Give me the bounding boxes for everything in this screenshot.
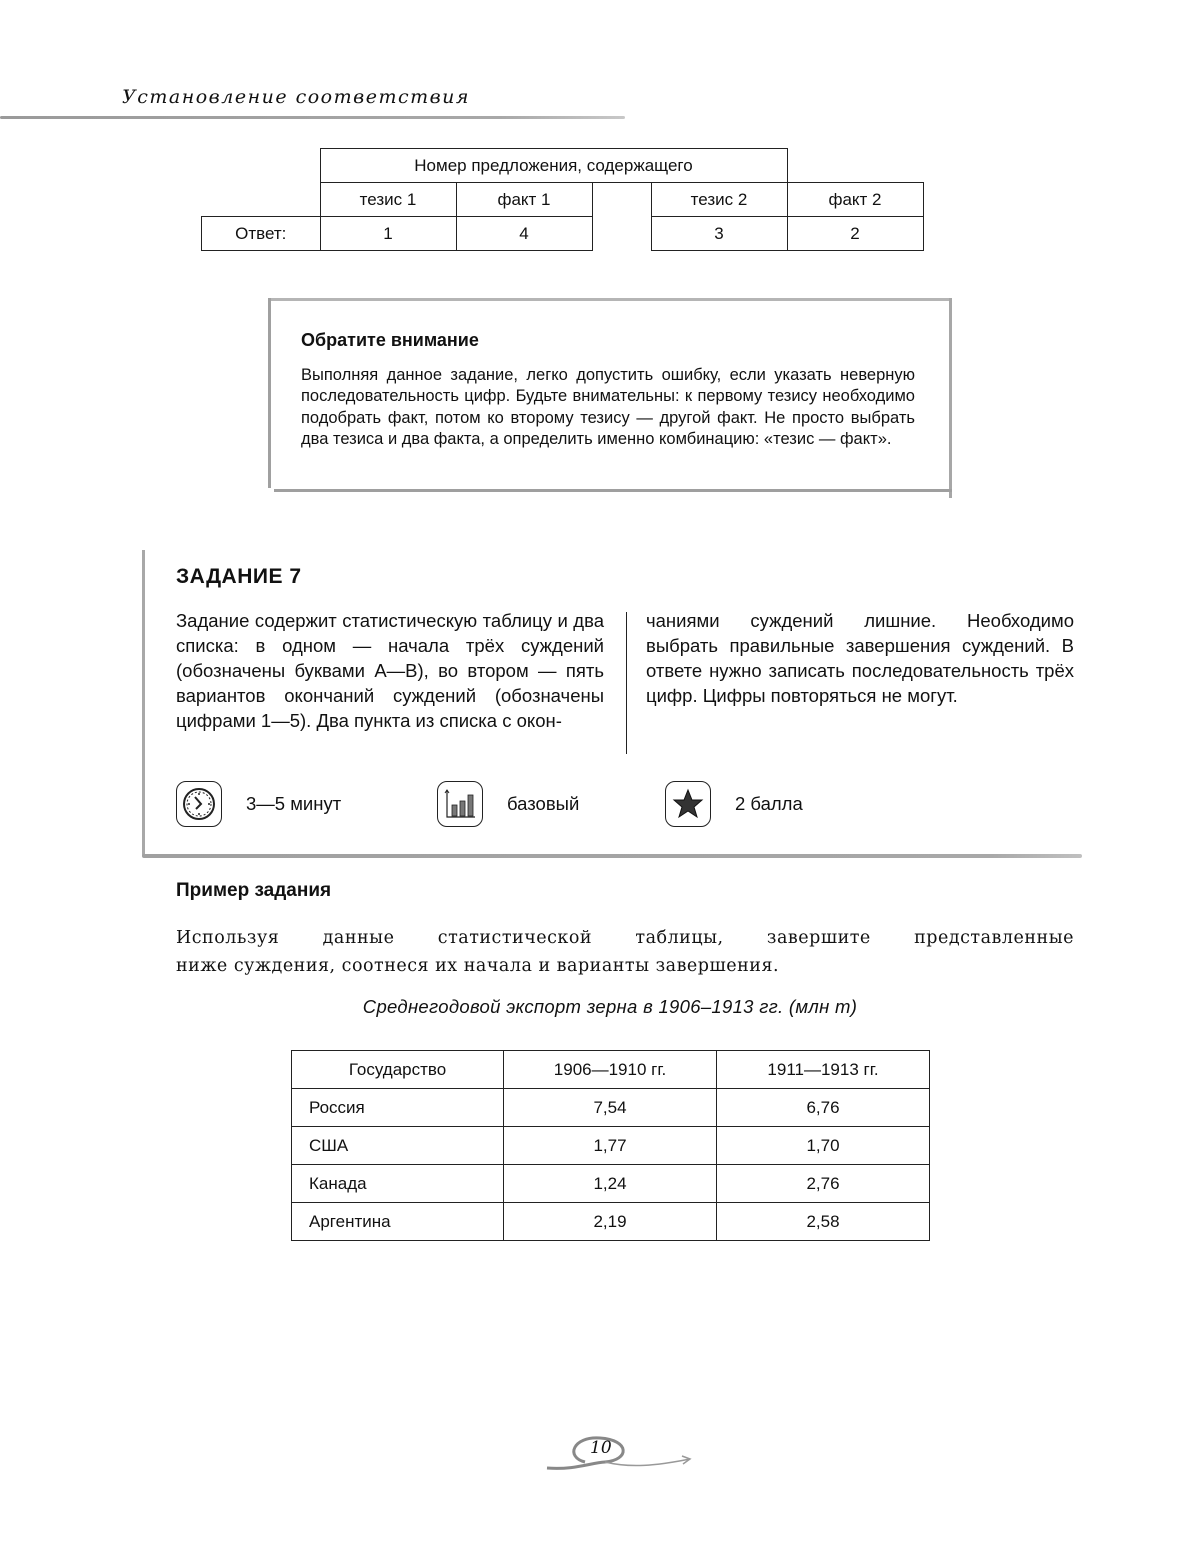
meta-time	[176, 781, 341, 827]
cell-value: 1,24	[504, 1165, 717, 1203]
cell-state: Россия	[292, 1089, 504, 1127]
answer-thesis-1: 1	[320, 217, 456, 251]
clock-icon	[176, 781, 222, 827]
task-bottom-rule	[142, 854, 1082, 858]
cell-value: 2,19	[504, 1203, 717, 1241]
answer-row-label: Ответ:	[202, 217, 321, 251]
answer-table	[201, 148, 924, 251]
note-border-top	[268, 298, 952, 301]
example-title: Пример задания	[176, 880, 332, 901]
header-rule	[0, 116, 625, 119]
column-divider	[626, 612, 627, 754]
table-header-row	[292, 1051, 930, 1089]
header-state: Государство	[292, 1051, 504, 1089]
example-instruction	[176, 924, 1074, 980]
attention-note-box	[268, 298, 952, 494]
note-border-left	[268, 298, 271, 488]
cell-value: 1,70	[717, 1127, 930, 1165]
col-header-fact-2: факт 2	[787, 183, 923, 217]
gap-cell	[592, 183, 651, 217]
answer-fact-2: 2	[787, 217, 923, 251]
note-border-bottom	[274, 489, 952, 492]
meta-score-label: 2 балла	[735, 793, 803, 814]
col-header-thesis-1: тезис 1	[320, 183, 456, 217]
example-instruction-line-1: Используя данные статистической таблицы, завершите представленные	[176, 928, 1074, 948]
table-row	[292, 1089, 930, 1127]
cell-value: 7,54	[504, 1089, 717, 1127]
cell-state: Канада	[292, 1165, 504, 1203]
col-header-fact-1: факт 1	[456, 183, 592, 217]
page-swirl-icon	[545, 1432, 695, 1482]
meta-level-label: базовый	[507, 793, 580, 814]
answer-table-group-row	[202, 149, 924, 183]
cell-value: 2,76	[717, 1165, 930, 1203]
task-description-column-1: Задание содержит статистическую таблицу и два списка: в одном — начала трёх суждений (обозначены буквами А—В), во втором — пять вариантов окончаний суждений (обозначены цифрами 1—5). Два пункта из списка с окон-	[176, 610, 604, 731]
note-text: Выполняя данное задание, легко допустить ошибку, если указать неверную последовательность цифр. Будьте внимательны: к первому тезису необходимо подобрать факт, потом ко второму тезису — другой факт. Не просто выбрать два тезиса и два факта, а определить именно комбинацию: «тезис — факт».	[301, 366, 915, 448]
empty-cell	[202, 183, 321, 217]
answer-group-header: Номер предложения, содержащего	[320, 149, 787, 183]
empty-cell	[202, 149, 321, 183]
star-icon	[665, 781, 711, 827]
header-period-2: 1911—1913 гг.	[717, 1051, 930, 1089]
cell-value: 6,76	[717, 1089, 930, 1127]
bar-chart-icon	[437, 781, 483, 827]
cell-state: Аргентина	[292, 1203, 504, 1241]
gap-cell	[592, 217, 651, 251]
example-instruction-line-2: ниже суждения, соотнеся их начала и варианты завершения.	[176, 956, 780, 976]
page-number-badge	[545, 1432, 695, 1482]
answer-table-header-row	[202, 183, 924, 217]
answer-thesis-2: 3	[651, 217, 787, 251]
note-title: Обратите внимание	[301, 330, 479, 350]
running-head: Установление соответствия	[122, 86, 470, 108]
table-caption: Среднегодовой экспорт зерна в 1906–1913 гг. (млн т)	[362, 996, 858, 1017]
page-number: 10	[590, 1438, 612, 1458]
meta-time-label: 3—5 минут	[246, 793, 342, 814]
answer-fact-1: 4	[456, 217, 592, 251]
cell-state: США	[292, 1127, 504, 1165]
meta-score	[665, 781, 803, 827]
table-row	[292, 1127, 930, 1165]
cell-value: 2,58	[717, 1203, 930, 1241]
header-period-1: 1906—1910 гг.	[504, 1051, 717, 1089]
grain-export-table	[291, 1050, 930, 1241]
task-title: ЗАДАНИЕ 7	[176, 565, 302, 588]
table-row	[292, 1165, 930, 1203]
table-row	[292, 1203, 930, 1241]
col-header-thesis-2: тезис 2	[651, 183, 787, 217]
answer-row	[202, 217, 924, 251]
task-description-column-2: чаниями суждений лишние. Необходимо выбрать правильные завершения суждений. В ответе нужно записать последовательность трёх цифр. Цифры повторяться не могут.	[646, 610, 1074, 706]
meta-level	[437, 781, 579, 827]
task-left-rule	[142, 550, 145, 856]
cell-value: 1,77	[504, 1127, 717, 1165]
note-border-right	[949, 298, 952, 498]
